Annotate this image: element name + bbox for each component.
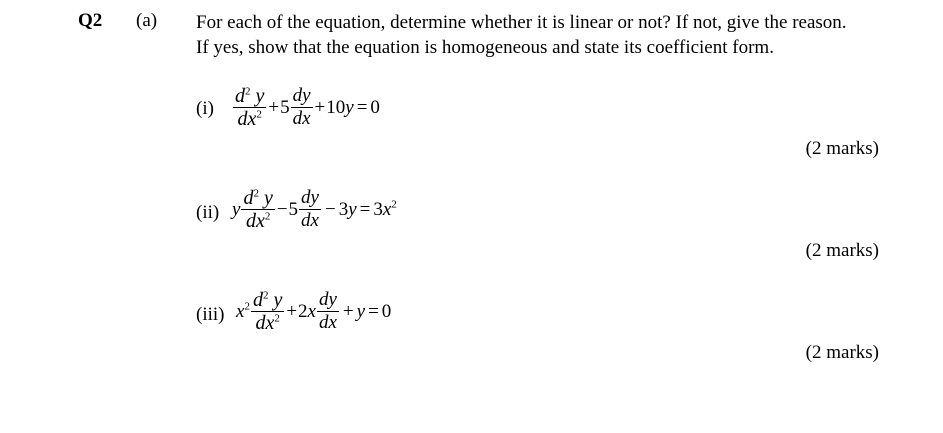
eq-ii-op2: − <box>324 198 336 220</box>
instruction-text <box>196 10 916 60</box>
eq-ii-equals: = <box>359 198 371 220</box>
eq-iii-frac1 <box>251 290 284 333</box>
question-number: Q2 <box>78 10 103 31</box>
eq-ii-frac1-num: $d^2$ y <box>243 187 273 209</box>
eq-iii-frac2-num: dy <box>318 289 337 310</box>
instruction-line-2: If yes, show that the equation is homogeneous and state its coefficient form. <box>196 37 774 58</box>
eq-iii-coef2: 2x <box>298 300 316 322</box>
eq-ii-frac1 <box>241 188 274 231</box>
eq-iii-frac1-num: $d^2$ y <box>252 289 283 311</box>
equation-label-iii: (iii) <box>196 304 225 325</box>
eq-ii-frac2-den: dx <box>301 210 319 231</box>
marks-ii: (2 marks) <box>805 240 879 261</box>
equation-iii <box>236 290 391 333</box>
equation-label-i: (i) <box>196 98 214 119</box>
eq-ii-frac2-num: dy <box>301 187 319 208</box>
question-part: (a) <box>136 10 158 31</box>
marks-i: (2 marks) <box>805 138 879 159</box>
eq-iii-op2: + <box>342 300 354 322</box>
eq-ii-frac1-den: $dx^2$ <box>245 210 271 232</box>
eq-i-frac1-num: $d^2$ y <box>235 85 265 107</box>
eq-i-frac2-num: dy <box>292 85 311 106</box>
eq-i-frac2 <box>291 86 313 129</box>
eq-iii-frac2 <box>317 290 339 333</box>
eq-i-op2: + <box>314 96 326 118</box>
eq-iii-equals: = <box>368 300 379 322</box>
eq-ii-frac2 <box>299 188 321 231</box>
eq-iii-op1: + <box>286 300 298 322</box>
eq-ii-coef-lead: y <box>232 198 241 220</box>
eq-ii-op1: − <box>276 198 288 220</box>
eq-i-equals: = <box>356 96 368 118</box>
eq-ii-rhs: $3x^2$ <box>373 198 397 220</box>
eq-iii-frac1-den: $dx^2$ <box>255 312 280 334</box>
eq-i-rhs: 0 <box>370 96 380 118</box>
eq-i-coef2: 5 <box>280 96 290 118</box>
eq-iii-rhs: 0 <box>381 300 392 322</box>
eq-iii-frac2-den: dx <box>318 312 337 333</box>
equation-i <box>232 86 380 129</box>
eq-i-frac1 <box>233 86 266 129</box>
eq-iii-coef-lead: $x^2$ <box>236 300 250 322</box>
eq-i-frac1-den: $dx^2$ <box>237 108 262 130</box>
eq-ii-coef2: 5 <box>288 198 299 220</box>
instruction-line-1: For each of the equation, determine whether it is linear or not? If not, give the reason. <box>196 12 847 33</box>
eq-i-op1: + <box>268 96 280 118</box>
eq-ii-term3: 3y <box>338 198 357 220</box>
eq-i-frac2-den: dx <box>292 108 311 129</box>
eq-iii-term3: y <box>356 300 366 322</box>
marks-iii: (2 marks) <box>805 342 879 363</box>
equation-ii <box>232 188 397 231</box>
eq-i-term3: 10y <box>326 96 354 118</box>
equation-label-ii: (ii) <box>196 202 220 223</box>
